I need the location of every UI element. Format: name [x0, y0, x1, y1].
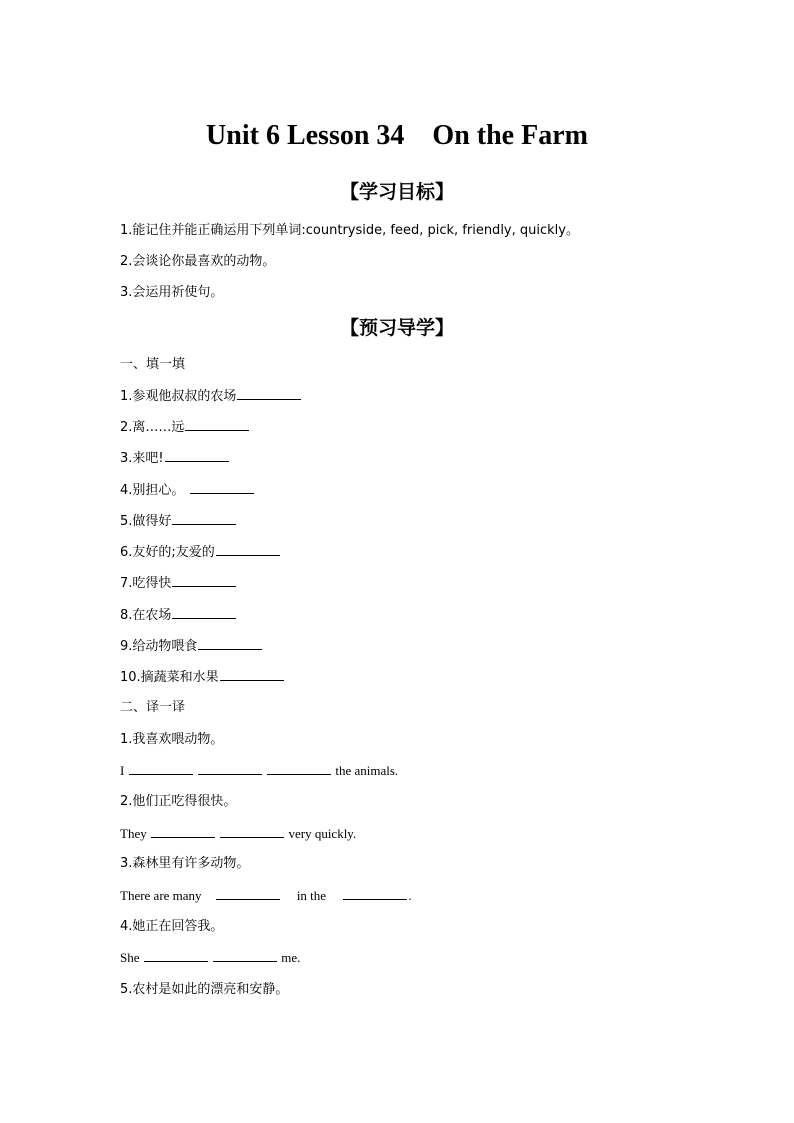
- answer-text-end: very quickly.: [288, 826, 357, 841]
- fill-item: [120, 606, 237, 625]
- fill-item: [120, 449, 230, 468]
- answer-blank[interactable]: [165, 449, 229, 462]
- fill-item: [120, 574, 237, 593]
- page-title: Unit 6 Lesson 34 On the Farm: [206, 120, 588, 151]
- answer-blank[interactable]: [151, 825, 215, 838]
- answer-blank[interactable]: [216, 543, 280, 556]
- answer-blank[interactable]: [198, 637, 262, 650]
- answer-blank[interactable]: [198, 762, 262, 775]
- answer-blank[interactable]: [220, 668, 284, 681]
- translate-question: 2.他们正吃得很快。: [120, 794, 237, 809]
- answer-blank[interactable]: [267, 762, 331, 775]
- translate-answer-line: [120, 887, 412, 905]
- answer-blank[interactable]: [343, 887, 407, 900]
- answer-blank[interactable]: [172, 606, 236, 619]
- fill-item-text: 5.做得好: [120, 514, 172, 529]
- translate-question: 4.她正在回答我。: [120, 919, 224, 934]
- answer-blank[interactable]: [129, 762, 193, 775]
- part1-title: 一、填一填: [120, 357, 186, 372]
- answer-blank[interactable]: [190, 481, 254, 494]
- answer-blank[interactable]: [213, 949, 277, 962]
- fill-item-text: 6.友好的;友爱的: [120, 545, 215, 560]
- answer-blank[interactable]: [172, 512, 236, 525]
- translate-question: 1.我喜欢喂动物。: [120, 732, 224, 747]
- answer-text-end: the animals.: [335, 763, 399, 778]
- answer-text-start: I: [120, 763, 125, 778]
- fill-item-text: 2.离……远: [120, 420, 185, 435]
- answer-text-start: They: [120, 826, 147, 841]
- fill-item-text: 9.给动物喂食: [120, 639, 198, 654]
- fill-item: [120, 668, 285, 687]
- fill-item-text: 7.吃得快: [120, 576, 172, 591]
- fill-item: [120, 481, 255, 500]
- fill-item-text: 8.在农场: [120, 608, 172, 623]
- goal-item: 1.能记住并能正确运用下列单词:countryside, feed, pick, friendly, quickly。: [120, 223, 579, 238]
- translate-answer-line: [120, 825, 356, 843]
- fill-item: [120, 512, 237, 531]
- part2-title: 二、译一译: [120, 700, 186, 715]
- fill-item: [120, 387, 302, 406]
- answer-text-start: There are many: [120, 888, 202, 903]
- fill-item: [120, 543, 281, 562]
- answer-text-end: .: [408, 888, 412, 903]
- fill-item: [120, 637, 263, 656]
- answer-text-start: She: [120, 950, 140, 965]
- translate-answer-line: [120, 762, 398, 780]
- fill-item: [120, 418, 250, 437]
- answer-blank[interactable]: [237, 387, 301, 400]
- answer-blank[interactable]: [220, 825, 284, 838]
- translate-question: 5.农村是如此的漂亮和安静。: [120, 982, 289, 997]
- goals-heading: 【学习目标】: [339, 181, 454, 203]
- fill-item-text: 4.别担心。: [120, 483, 185, 498]
- answer-blank[interactable]: [144, 949, 208, 962]
- fill-item-text: 3.来吧!: [120, 451, 164, 466]
- answer-blank[interactable]: [216, 887, 280, 900]
- answer-text-mid: in the: [296, 888, 327, 903]
- answer-blank[interactable]: [185, 418, 249, 431]
- fill-item-text: 1.参观他叔叔的农场: [120, 389, 237, 404]
- goal-item: 3.会运用祈使句。: [120, 285, 224, 300]
- answer-text-end: me.: [281, 950, 301, 965]
- translate-question: 3.森林里有许多动物。: [120, 856, 250, 871]
- goal-item: 2.会谈论你最喜欢的动物。: [120, 254, 276, 269]
- answer-blank[interactable]: [172, 574, 236, 587]
- preview-heading: 【预习导学】: [339, 317, 454, 339]
- fill-item-text: 10.摘蔬菜和水果: [120, 670, 219, 685]
- translate-answer-line: [120, 949, 300, 967]
